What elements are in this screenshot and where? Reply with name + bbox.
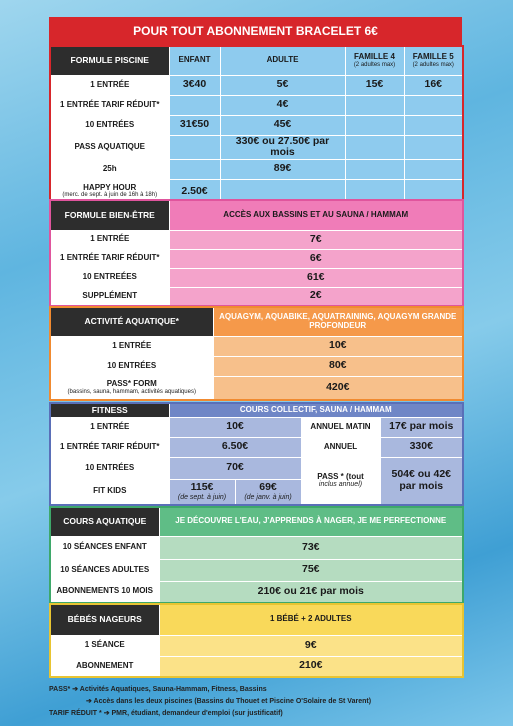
- price-cell: 61€: [169, 268, 463, 287]
- empty-cell: [404, 115, 463, 135]
- bebes-title: BÉBÉS NAGEURS: [50, 604, 159, 635]
- enfant-header: ENFANT: [169, 46, 220, 75]
- bienetre-table: [49, 199, 464, 307]
- price-cell: 31€50: [169, 115, 220, 135]
- row-label: 10 SÉANCES ADULTES: [50, 559, 159, 581]
- price-cell: 10€: [169, 417, 301, 437]
- row-label: PASS* FORM (bassins, sauna, hammam, activités aquatiques): [50, 376, 213, 400]
- row-label: 10 SÉANCES ENFANT: [50, 536, 159, 559]
- empty-cell: [404, 135, 463, 159]
- price-cell: 3€40: [169, 75, 220, 95]
- price-cell: 5€: [220, 75, 345, 95]
- price-cell: 45€: [220, 115, 345, 135]
- price-cell: 73€: [159, 536, 463, 559]
- empty-cell: [169, 135, 220, 159]
- famille5-header: FAMILLE 5 (2 adultes max): [404, 46, 463, 75]
- row-label: 10 ENTRÉES: [50, 356, 213, 376]
- row-label: 25h: [50, 159, 169, 179]
- price-cell: 10€: [213, 336, 463, 356]
- price-cell: 17€ par mois: [380, 417, 463, 437]
- row-label: 1 SÉANCE: [50, 635, 159, 656]
- empty-cell: [404, 95, 463, 115]
- row-label: ABONNEMENT: [50, 656, 159, 677]
- bienetre-header: ACCÈS AUX BASSINS ET AU SAUNA / HAMMAM: [169, 200, 463, 230]
- row-label: 1 ENTRÉE: [50, 230, 169, 249]
- price-cell: 4€: [220, 95, 345, 115]
- price-cell: 89€: [220, 159, 345, 179]
- row-label: 10 ENTRÉES: [50, 457, 169, 479]
- row-label: 1 ENTRÉE: [50, 75, 169, 95]
- price-cell: 7€: [169, 230, 463, 249]
- cours-table: [49, 506, 464, 604]
- fitness-table: [49, 402, 464, 506]
- empty-cell: [169, 95, 220, 115]
- row-label: 10 ENTREÉES: [50, 268, 169, 287]
- banner: POUR TOUT ABONNEMENT BRACELET 6€: [49, 17, 462, 45]
- footer-access: ➔ Accès dans les deux piscines (Bassins du Thouet et Piscine O'Solaire de St Varent): [86, 698, 372, 705]
- price-cell: 6.50€: [169, 437, 301, 457]
- empty-cell: [169, 159, 220, 179]
- price-cell: 9€: [159, 635, 463, 656]
- price-cell: 70€: [169, 457, 301, 479]
- cours-title: COURS AQUATIQUE: [50, 507, 159, 536]
- price-cell: 2.50€: [169, 179, 220, 204]
- row-label: 1 ENTRÉE: [50, 336, 213, 356]
- bienetre-title: FORMULE BIEN-ÊTRE: [50, 200, 169, 230]
- row-label: 1 ENTRÉE TARIF RÉDUIT*: [50, 95, 169, 115]
- price-cell: 420€: [213, 376, 463, 400]
- cours-header: JE DÉCOUVRE L'EAU, J'APPRENDS À NAGER, JE ME PERFECTIONNE: [159, 507, 463, 536]
- row-label: PASS AQUATIQUE: [50, 135, 169, 159]
- piscine-title: FORMULE PISCINE: [50, 46, 169, 75]
- price-cell: 330€: [380, 437, 463, 457]
- row-label: HAPPY HOUR (merc. de sept. à juin de 16h à 18h): [50, 179, 169, 204]
- piscine-table: [49, 45, 464, 205]
- price-cell: 115€ (de sept. à juin): [169, 479, 235, 505]
- row-label: 10 ENTRÉES: [50, 115, 169, 135]
- row-label: FIT KIDS: [50, 479, 169, 505]
- price-cell: 210€ ou 21€ par mois: [159, 581, 463, 603]
- price-cell: 15€: [345, 75, 404, 95]
- footer-tarif: TARIF RÉDUIT * ➔ PMR, étudiant, demandeur d'emploi (sur justificatif): [49, 710, 283, 717]
- row-label: SUPPLÉMENT: [50, 287, 169, 306]
- price-cell: 330€ ou 27.50€ par mois: [220, 135, 345, 159]
- row-label: 1 ENTRÉE TARIF RÉDUIT*: [50, 249, 169, 268]
- price-cell: 6€: [169, 249, 463, 268]
- row-label: 1 ENTRÉE: [50, 417, 169, 437]
- footer-pass: PASS* ➔ Activités Aquatiques, Sauna-Hammam, Fitness, Bassins: [49, 686, 267, 693]
- price-cell: 16€: [404, 75, 463, 95]
- price-cell: 69€ (de janv. à juin): [235, 479, 301, 505]
- price-cell: 210€: [159, 656, 463, 677]
- fitness-header: COURS COLLECTIF, SAUNA / HAMMAM: [169, 403, 463, 417]
- adulte-header: ADULTE: [220, 46, 345, 75]
- empty-cell: [345, 135, 404, 159]
- empty-cell: [345, 95, 404, 115]
- aqua-header: AQUAGYM, AQUABIKE, AQUATRAINING, AQUAGYM GRANDE PROFONDEUR: [213, 307, 463, 336]
- bebes-table: [49, 603, 464, 678]
- price-cell: 504€ ou 42€ par mois: [380, 457, 463, 505]
- aqua-table: [49, 306, 464, 401]
- price-cell: 75€: [159, 559, 463, 581]
- aqua-title: ACTIVITÉ AQUATIQUE*: [50, 307, 213, 336]
- row-label: ANNUEL: [301, 437, 380, 457]
- empty-cell: [345, 115, 404, 135]
- empty-cell: [404, 159, 463, 179]
- price-cell: 80€: [213, 356, 463, 376]
- famille4-header: FAMILLE 4 (2 adultes max): [345, 46, 404, 75]
- fitness-title: FITNESS: [50, 403, 169, 417]
- row-label: ANNUEL MATIN: [301, 417, 380, 437]
- price-cell: 2€: [169, 287, 463, 306]
- pass-label: PASS * (tout inclus annuel): [301, 457, 380, 505]
- row-label: ABONNEMENTS 10 MOIS: [50, 581, 159, 603]
- bebes-header: 1 BÉBÉ + 2 ADULTES: [159, 604, 463, 635]
- empty-cell: [345, 159, 404, 179]
- row-label: 1 ENTRÉE TARIF RÉDUIT*: [50, 437, 169, 457]
